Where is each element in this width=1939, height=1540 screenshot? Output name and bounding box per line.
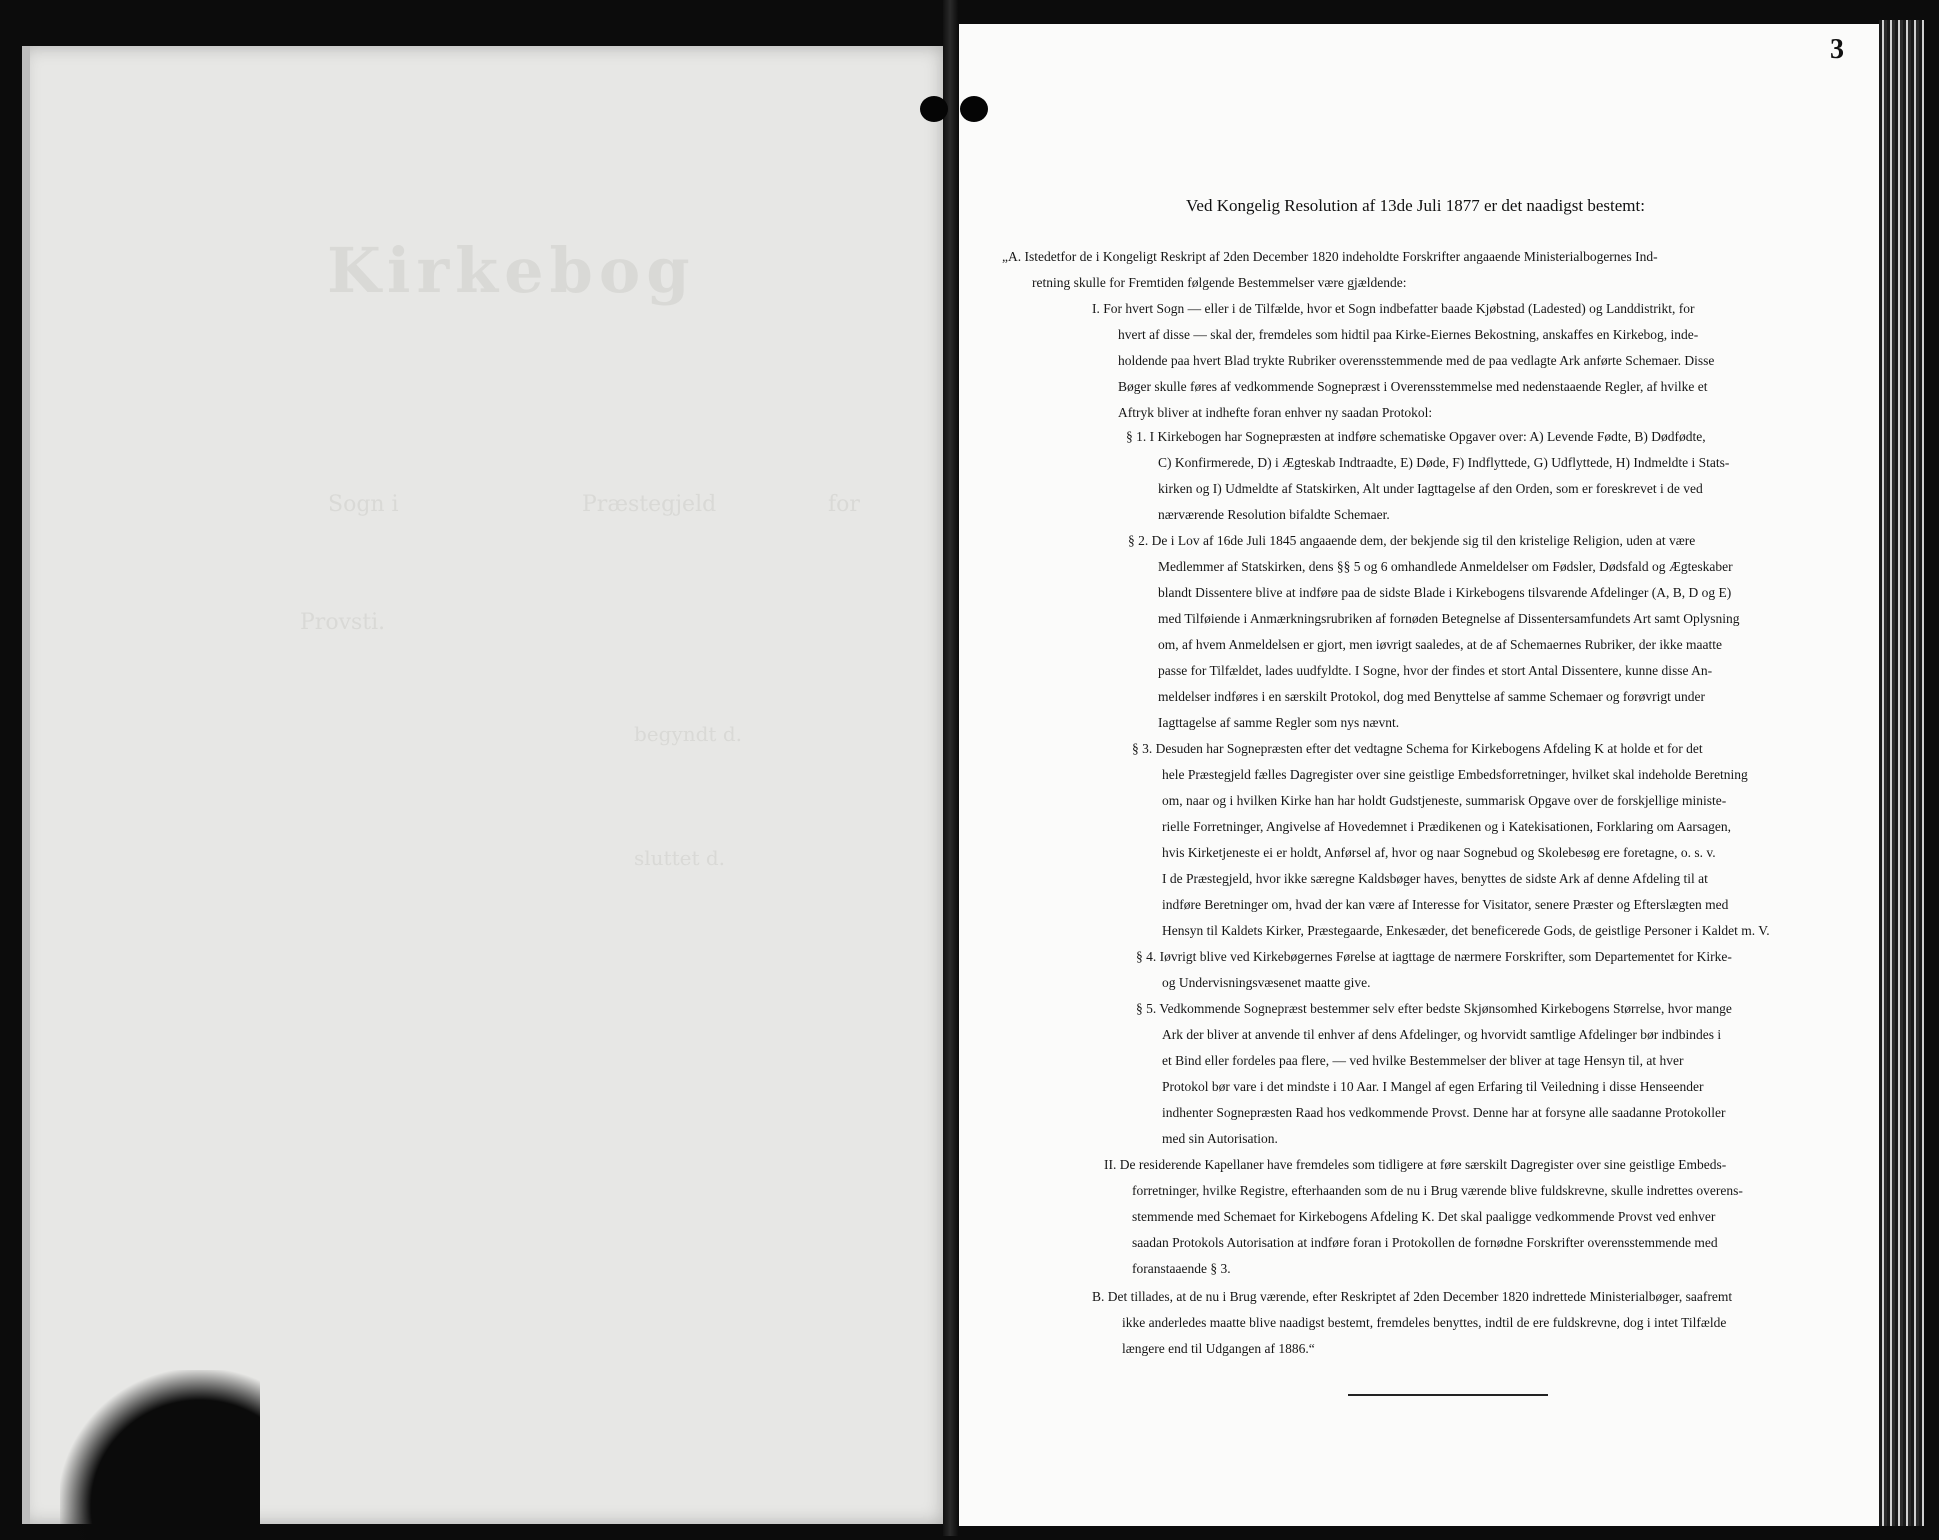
text-line: forretninger, hvilke Registre, efterhaanden som de nu i Brug værende blive fuldskrevne, skulle indrettes overens- (1132, 1183, 1743, 1198)
faint-sogn: Sogn i (328, 492, 399, 517)
text-line: Iagttagelse af samme Regler som nys nævnt. (1158, 715, 1400, 730)
text-line: med Tilføiende i Anmærkningsrubriken af fornøden Betegnelse af Dissentersamfundets Art samt Oplysning (1158, 611, 1740, 626)
text-line: foranstaaende § 3. (1132, 1261, 1231, 1276)
text-line: II. De residerende Kapellaner have fremdeles som tidligere at føre særskilt Dagregister over sine geistlige Embeds- (1104, 1157, 1727, 1172)
text-line: § 4. Iøvrigt blive ved Kirkebøgernes Førelse at iagttage de nærmere Forskrifter, som Departementet for Kirke- (1136, 949, 1732, 964)
text-line: passe for Tilfældet, lades uudfyldte. I Sogne, hvor der findes et stort Antal Dissentere, kunne disse An- (1158, 663, 1713, 678)
page-stack-edge (1879, 20, 1924, 1526)
faint-provsti: Provsti. (300, 610, 386, 635)
text-line: ikke anderledes maatte blive naadigst bestemt, fremdeles benyttes, indtil de ere fuldskrevne, dog i intet Tilfælde (1122, 1315, 1727, 1330)
text-line: Protokol bør vare i det mindste i 10 Aar. I Mangel af egen Erfaring til Veiledning i disse Henseender (1162, 1079, 1704, 1094)
text-line: „A. Istedetfor de i Kongeligt Reskript af 2den December 1820 indeholdte Forskrifter angaaende Ministerialbogernes Ind- (1002, 249, 1658, 264)
text-line: saadan Protokols Autorisation at indføre foran i Protokollen de fornødne Forskrifter overensstemmende med (1132, 1235, 1718, 1250)
closing-rule (1348, 1394, 1548, 1396)
text-line: Bøger skulle føres af vedkommende Sognepræst i Overensstemmelse med nedenstaaende Regler, af hvilke et (1118, 379, 1708, 394)
text-line: Ark der bliver at anvende til enhver af dens Afdelinger, og hvorvidt samtlige Afdelinger bør indbindes i (1162, 1027, 1722, 1042)
text-line: indhenter Sognepræsten Raad hos vedkommende Provst. Denne har at forsyne alle saadanne Protokoller (1162, 1105, 1726, 1120)
text-line: hele Præstegjeld fælles Dagregister over sine geistlige Embedsforretninger, hvilket skal indeholde Beretning (1162, 767, 1748, 782)
text-line: indføre Beretninger om, hvad der kan være af Interesse for Visitator, senere Præster og Efterslægten med (1162, 897, 1729, 912)
text-line: kirken og I) Udmeldte af Statskirken, Alt under Iagttagelse af den Orden, som er foreskrevet i de ved (1158, 481, 1703, 496)
faint-begyndt: begyndt d. (634, 722, 742, 746)
text-line: med sin Autorisation. (1162, 1131, 1278, 1146)
text-line: C) Konfirmerede, D) i Ægteskab Indtraadte, E) Døde, F) Indflyttede, G) Udflyttede, H) Indmeldte i Stats- (1158, 455, 1730, 470)
resolution-heading: Ved Kongelig Resolution af 13de Juli 1877 er det naadigst bestemt: (1186, 196, 1645, 215)
faint-sluttet: sluttet d. (634, 846, 726, 870)
text-line: § 3. Desuden har Sognepræsten efter det vedtagne Schema for Kirkebogens Afdeling K at holde et for det (1132, 741, 1703, 756)
text-line: retning skulle for Fremtiden følgende Bestemmelser være gjældende: (1032, 275, 1407, 290)
text-line: hvert af disse — skal der, fremdeles som hidtil paa Kirke-Eiernes Bekostning, anskaffes en Kirkebog, inde- (1118, 327, 1699, 342)
text-line: Medlemmer af Statskirken, dens §§ 5 og 6 omhandlede Anmeldelser om Fødsler, Dødsfald og Ægteskaber (1158, 559, 1733, 574)
left-page (22, 46, 943, 1524)
text-line: B. Det tillades, at de nu i Brug værende, efter Reskriptet af 2den December 1820 indrettede Ministerialbøger, saafremt (1092, 1289, 1733, 1304)
text-line: længere end til Udgangen af 1886.“ (1122, 1341, 1315, 1356)
faint-for: for (828, 492, 860, 517)
text-line: § 1. I Kirkebogen har Sognepræsten at indføre schematiske Opgaver over: A) Levende Fødte, B) Dødfødte, (1126, 429, 1706, 444)
faint-title: Kirkebog (327, 234, 696, 307)
text-line: I de Præstegjeld, hvor ikke særegne Kaldsbøger haves, benyttes de sidste Ark af denne Afdeling til at (1162, 871, 1708, 886)
text-line: blandt Dissentere blive at indføre paa de sidste Blade i Kirkebogens tilsvarende Afdelinger (A, B, D og E) (1158, 585, 1732, 600)
page-shadow (60, 1370, 260, 1540)
text-line: Hensyn til Kaldets Kirker, Præstegaarde, Enkesæder, det beneficerede Gods, de geistlige Personer i Kaldet m. V. (1162, 923, 1770, 938)
text-line: stemmende med Schemaet for Kirkebogens Afdeling K. Det skal paaligge vedkommende Provst ved enhver (1132, 1209, 1716, 1224)
text-line: holdende paa hvert Blad trykte Rubriker overensstemmende med de paa vedlagte Ark anførte Schemaer. Disse (1118, 353, 1715, 368)
book-gutter (943, 0, 959, 1536)
binding-hole-right (960, 96, 988, 122)
text-line: et Bind eller fordeles paa flere, — ved hvilke Bestemmelser der bliver at tage Hensyn til, at hver (1162, 1053, 1684, 1068)
text-line: rielle Forretninger, Angivelse af Hovedemnet i Prædikenen og i Katekisationen, Forklaring om Aarsagen, (1162, 819, 1731, 834)
text-line: og Undervisningsvæsenet maatte give. (1162, 975, 1371, 990)
text-line: § 2. De i Lov af 16de Juli 1845 angaaende dem, der bekjende sig til den kristelige Religion, uden at være (1128, 533, 1696, 548)
text-line: nærværende Resolution bifaldte Schemaer. (1158, 507, 1390, 522)
text-line: hvis Kirketjeneste ei er holdt, Anførsel af, hvor og naar Sognebud og Skolebesøg ere foretagne, o. s. v. (1162, 845, 1716, 860)
faint-praestegjeld: Præstegjeld (582, 492, 717, 517)
left-page-edge (22, 46, 30, 1524)
text-line: Aftryk bliver at indhefte foran enhver ny saadan Protokol: (1118, 405, 1433, 420)
text-line: meldelser indføres i en særskilt Protokol, dog med Benyttelse af samme Schemaer og forøvrigt under (1158, 689, 1706, 704)
text-line: om, naar og i hvilken Kirke han har holdt Gudstjeneste, summarisk Opgave over de forskjellige ministe- (1162, 793, 1727, 808)
page-number: 3 (1830, 34, 1844, 65)
text-line: I. For hvert Sogn — eller i de Tilfælde, hvor et Sogn indbefatter baade Kjøbstad (Ladested) og Landdistrikt, for (1092, 301, 1695, 316)
binding-hole-left (920, 96, 948, 122)
text-line: om, af hvem Anmeldelsen er gjort, men iøvrigt saaledes, at de af Schemaernes Rubriker, der ikke maatte (1158, 637, 1723, 652)
text-line: § 5. Vedkommende Sognepræst bestemmer selv efter bedste Skjønsomhed Kirkebogens Størrelse, hvor mange (1136, 1001, 1732, 1016)
